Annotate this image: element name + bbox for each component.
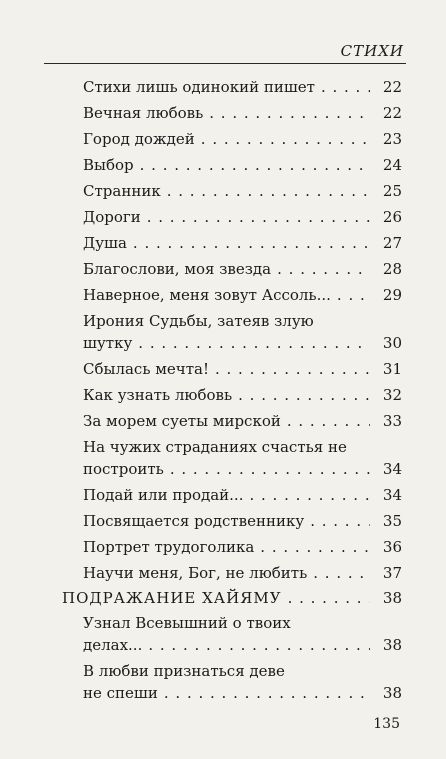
toc-leader-dots — [164, 682, 370, 704]
toc-entry — [83, 510, 402, 532]
toc-entry — [83, 458, 402, 480]
toc-entry-title: Выбор — [83, 156, 134, 174]
toc-section-heading — [62, 587, 402, 609]
toc-section-page: 38 — [382, 589, 402, 607]
toc-entry — [83, 76, 402, 98]
toc-leader-dots — [133, 232, 370, 254]
toc-entry-page: 22 — [382, 104, 402, 122]
toc-leader-dots — [140, 154, 370, 176]
toc-entry-title-line1: В любви признаться деве — [83, 662, 285, 680]
toc-entry-title: построить — [83, 460, 164, 478]
toc-entry — [83, 384, 402, 406]
toc-entry-page: 32 — [382, 386, 402, 404]
toc-entry — [83, 154, 402, 176]
toc-entry-page: 23 — [382, 130, 402, 148]
toc-entry-title: Душа — [83, 234, 127, 252]
toc-entry-title: Вечная любовь — [83, 104, 204, 122]
toc-entry-page: 29 — [382, 286, 402, 304]
toc-entry — [83, 102, 402, 124]
running-header: СТИХИ — [340, 42, 404, 60]
toc-leader-dots — [321, 76, 370, 98]
toc-entry — [83, 562, 402, 584]
toc-entry-title: Наверное, меня зовут Ассоль... — [83, 286, 331, 304]
toc-entry-title: шутку — [83, 334, 133, 352]
toc-leader-dots — [215, 358, 370, 380]
toc-leader-dots — [167, 180, 370, 202]
toc-entry-title: За морем суеты мирской — [83, 412, 281, 430]
toc-entry — [83, 634, 402, 656]
toc-leader-dots — [288, 587, 370, 609]
toc-leader-dots — [277, 258, 370, 280]
toc-leader-dots — [209, 102, 370, 124]
toc-entry-title: Подай или продай... — [83, 486, 244, 504]
toc-section-title: ПОДРАЖАНИЕ ХАЙЯМУ — [62, 589, 282, 607]
toc-entry-title: Благослови, моя звезда — [83, 260, 272, 278]
toc-entry-page: 34 — [382, 460, 402, 478]
toc-entry-title: Стихи лишь одинокий пишет — [83, 78, 315, 96]
page-number: 135 — [373, 716, 400, 732]
toc-entry-title-line1: Ирония Судьбы, затеяв злую — [83, 312, 314, 330]
toc-leader-dots — [260, 536, 370, 558]
toc-entry-page: 25 — [382, 182, 402, 200]
toc-entry — [83, 536, 402, 558]
toc-entry-page: 27 — [382, 234, 402, 252]
toc-entry — [83, 232, 402, 254]
toc-entry-page: 28 — [382, 260, 402, 278]
toc-entry-title-line1: Узнал Всевышний о твоих — [83, 614, 291, 632]
toc-entry-title: Дороги — [83, 208, 141, 226]
toc-entry-page: 35 — [382, 512, 402, 530]
toc-entry — [83, 410, 402, 432]
toc-entry — [83, 180, 402, 202]
toc-entry-title: не спеши — [83, 684, 158, 702]
toc-leader-dots — [238, 384, 370, 406]
toc-leader-dots — [287, 410, 370, 432]
toc-leader-dots — [138, 332, 370, 354]
toc-entry — [83, 258, 402, 280]
toc-entry — [83, 332, 402, 354]
toc-entry — [83, 128, 402, 150]
toc-entry — [83, 284, 402, 306]
toc-entry-page: 38 — [382, 636, 402, 654]
toc-entry-title: Научи меня, Бог, не любить — [83, 564, 308, 582]
toc-leader-dots — [249, 484, 370, 506]
toc-entry-title: Посвящается родственнику — [83, 512, 305, 530]
toc-entry-title-line1: На чужих страданиях счастья не — [83, 438, 347, 456]
toc-entry-page: 22 — [382, 78, 402, 96]
toc-leader-dots — [313, 562, 370, 584]
toc-entry — [83, 358, 402, 380]
toc-entry-title: Портрет трудоголика — [83, 538, 255, 556]
toc-leader-dots — [337, 284, 370, 306]
toc-entry-page: 26 — [382, 208, 402, 226]
toc-entry — [83, 682, 402, 704]
toc-entry-page: 38 — [382, 684, 402, 702]
toc-entry-page: 37 — [382, 564, 402, 582]
toc-leader-dots — [310, 510, 370, 532]
toc-entry-title: Сбылась мечта! — [83, 360, 209, 378]
toc-entry-title: Как узнать любовь — [83, 386, 233, 404]
toc-leader-dots — [148, 634, 370, 656]
toc-leader-dots — [201, 128, 370, 150]
toc-entry — [83, 206, 402, 228]
toc-entry-page: 31 — [382, 360, 402, 378]
toc-entry — [83, 484, 402, 506]
toc-entry-page: 36 — [382, 538, 402, 556]
toc-entry-page: 34 — [382, 486, 402, 504]
toc-entry-page: 24 — [382, 156, 402, 174]
toc-entry-title: Город дождей — [83, 130, 195, 148]
toc-entry-page: 33 — [382, 412, 402, 430]
toc-leader-dots — [170, 458, 370, 480]
toc-entry-title: Странник — [83, 182, 161, 200]
toc-entry-page: 30 — [382, 334, 402, 352]
toc-leader-dots — [147, 206, 370, 228]
toc-entry-title: делах... — [83, 636, 143, 654]
